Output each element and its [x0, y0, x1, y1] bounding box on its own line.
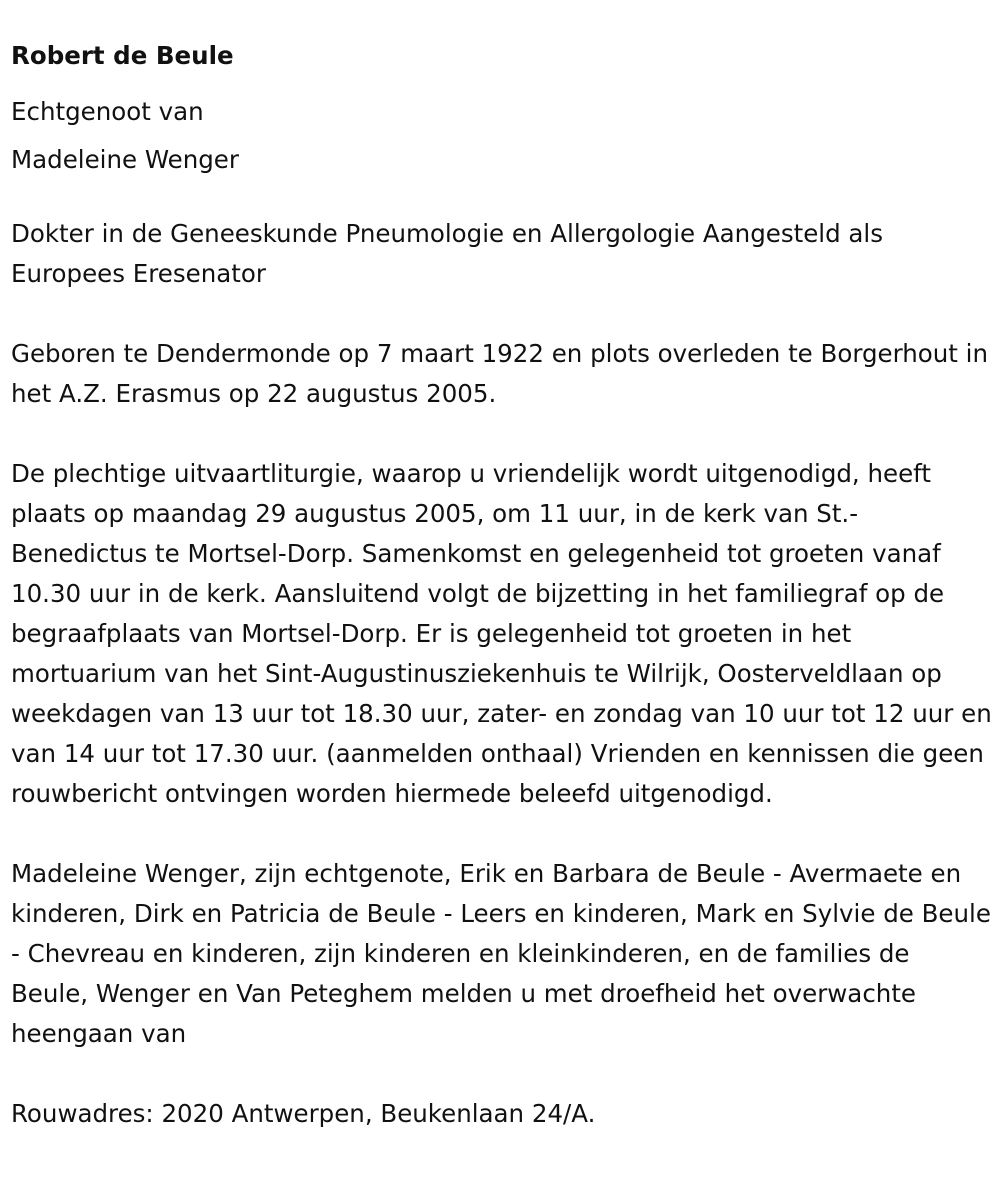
obituary-notice	[11, 32, 993, 1134]
address-line: Rouwadres: 2020 Antwerpen, Beukenlaan 24/A.	[11, 1099, 596, 1128]
profession-paragraph: Dokter in de Geneeskunde Pneumologie en Allergologie Aangesteld als Europees Eresenator	[11, 219, 883, 288]
family-paragraph: Madeleine Wenger, zijn echtgenote, Erik en Barbara de Beule - Avermaete en kinderen, Dirk en Patricia de Beule - Leers en kinderen, Mark en Sylvie de Beule - Chevreau en kinderen, zijn kinderen en kleinkinderen, en de families de Beule, Wenger en Van Peteghem melden u met droefheid het overwachte heengaan van	[11, 859, 991, 1048]
deceased-name: Robert de Beule	[11, 41, 234, 70]
spouse-name: Madeleine Wenger	[11, 145, 239, 174]
funeral-paragraph: De plechtige uitvaartliturgie, waarop u vriendelijk wordt uitgenodigd, heeft plaats op maandag 29 augustus 2005, om 11 uur, in de kerk van St.-Benedictus te Mortsel-Dorp. Samenkomst en gelegenheid tot groeten vanaf 10.30 uur in de kerk. Aansluitend volgt de bijzetting in het familiegraf op de begraafplaats van Mortsel-Dorp. Er is gelegenheid tot groeten in het mortuarium van het Sint-Augustinusziekenhuis te Wilrijk, Oosterveldlaan op weekdagen van 13 uur tot 18.30 uur, zater- en zondag van 10 uur tot 12 uur en van 14 uur tot 17.30 uur. (aanmelden onthaal) Vrienden en kennissen die geen rouwbericht ontvingen worden hiermede beleefd uitgenodigd.	[11, 459, 992, 808]
spouse-label: Echtgenoot van	[11, 97, 204, 126]
birth-death-paragraph: Geboren te Dendermonde op 7 maart 1922 en plots overleden te Borgerhout in het A.Z. Erasmus op 22 augustus 2005.	[11, 339, 989, 408]
